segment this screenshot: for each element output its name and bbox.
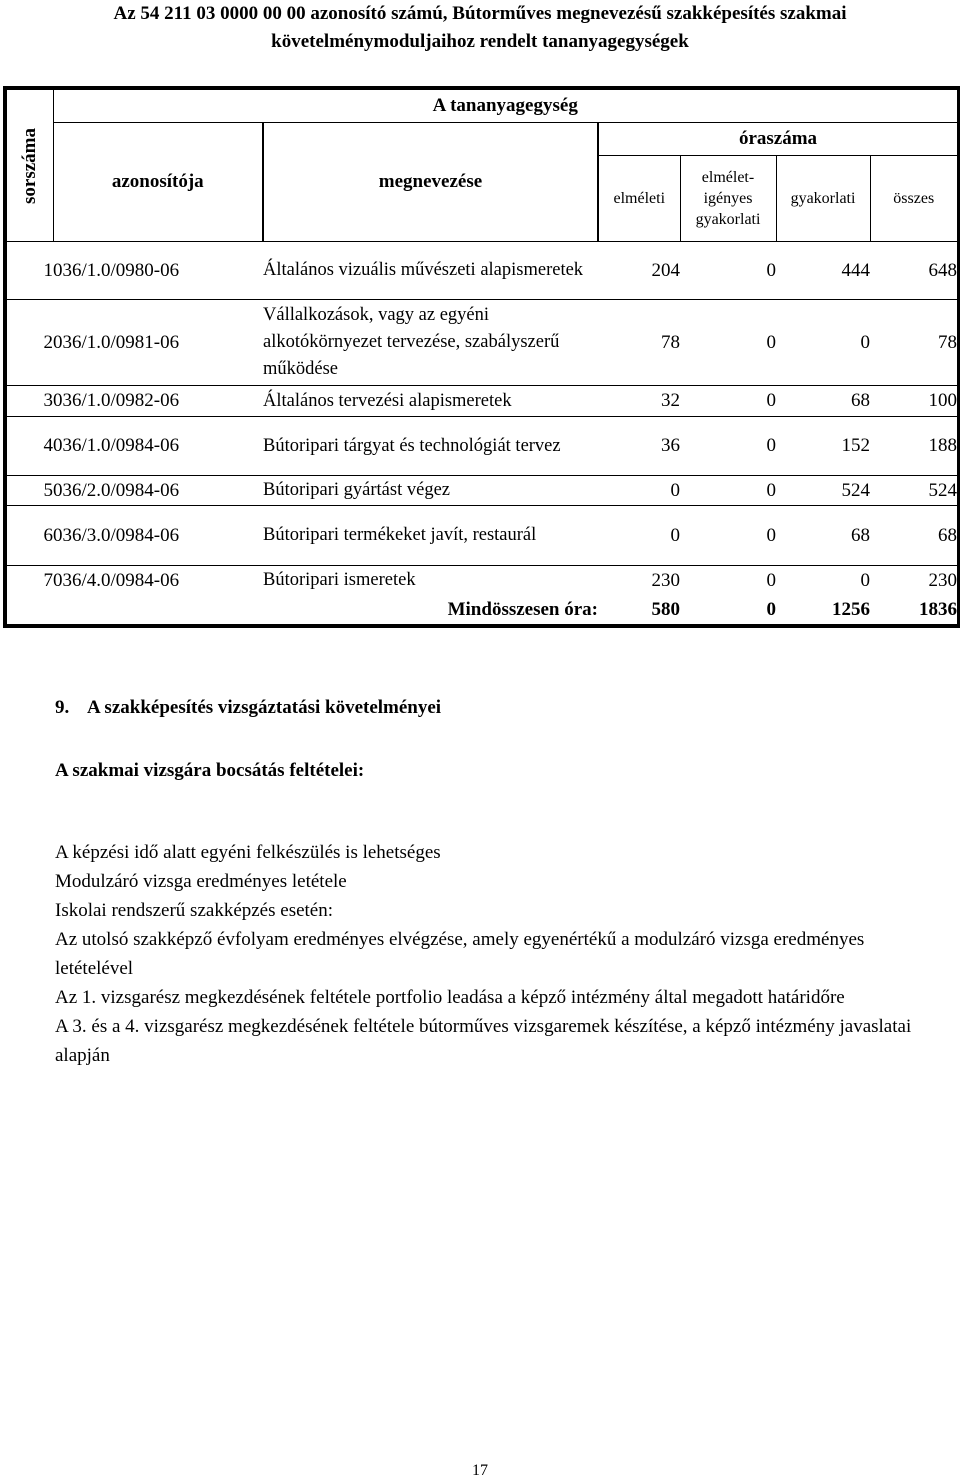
header-megnevezese: megnevezése <box>263 123 598 242</box>
title-line-2: követelménymoduljaihoz rendelt tananyagegységek <box>271 31 689 52</box>
table-row: 7 036/4.0/0984-06 Bútoripari ismeretek 230 0 0 230 <box>43 569 957 591</box>
total-label: Mindösszesen óra: <box>447 598 598 620</box>
section-number: 9. <box>55 697 70 718</box>
section-title: A szakképesítés vizsgáztatási követelményei <box>87 697 442 718</box>
table-row: 4 036/1.0/0984-06 Bútoripari tárgyat és technológiát tervez 36 0 152 188 <box>5 417 959 476</box>
header-group: A tananyagegység <box>53 88 959 123</box>
body-line: Az utolsó szakképző évfolyam eredményes elvégzése, amely egyenértékű a modulzáró vizsga eredményes letételével <box>55 929 865 979</box>
title-line-1: Az 54 211 03 0000 00 00 azonosító számú, Bútorműves megnevezésű szakképesítés szakmai <box>113 3 847 24</box>
header-elmelet-igenyes: elmélet- igényes gyakorlati <box>680 156 776 242</box>
body-line: A 3. és a 4. vizsgarész megkezdésének feltétele bútorműves vizsgaremek készítése, a képző intézmény javaslatai alapján <box>55 1016 912 1066</box>
total-row <box>5 596 959 626</box>
body-line: Az 1. vizsgarész megkezdésének feltétele portfolio leadása a képző intézmény által megadott határidőre <box>55 987 845 1008</box>
header-elmeleti: elméleti <box>598 156 680 242</box>
page-number: 17 <box>472 1462 488 1479</box>
total-elmelet-igenyes: 0 <box>766 598 776 620</box>
body-line: Iskolai rendszerű szakképzés esetén: <box>55 900 334 921</box>
table-row: 3 036/1.0/0982-06 Általános tervezési alapismeretek 32 0 68 100 <box>5 386 959 417</box>
table-row: 6 036/3.0/0984-06 Bútoripari termékeket javít, restaurál 0 0 68 68 <box>5 506 959 566</box>
header-oraszama: óraszáma <box>598 123 959 156</box>
header-osszes: összes <box>870 156 959 242</box>
total-osszes: 1836 <box>919 598 957 620</box>
body-line: A képzési idő alatt egyéni felkészülés is lehetséges <box>55 842 441 863</box>
table-row: 2 036/1.0/0981-06 Vállalkozások, vagy az egyéni alkotókörnyezet tervezése, szabályszerű működése 78 0 0 78 <box>5 300 959 386</box>
table-row: 5 036/2.0/0984-06 Bútoripari gyártást végez 0 0 524 524 <box>5 476 959 506</box>
header-azonositoja: azonosítója <box>53 123 263 242</box>
section-body <box>55 838 935 1070</box>
header-sorszama: sorszáma <box>5 88 53 242</box>
section-heading <box>55 697 441 719</box>
section-subheading: A szakmai vizsgára bocsátás feltételei: <box>55 760 365 781</box>
header-gyakorlati: gyakorlati <box>776 156 870 242</box>
curriculum-table <box>3 86 960 628</box>
table-row: 1 036/1.0/0980-06 Általános vizuális művészeti alapismeretek 204 0 444 648 <box>5 242 959 300</box>
document-title <box>0 0 960 56</box>
total-gyakorlati: 1256 <box>832 598 870 620</box>
body-line: Modulzáró vizsga eredményes letétele <box>55 871 347 892</box>
total-elmeleti: 580 <box>651 598 680 620</box>
